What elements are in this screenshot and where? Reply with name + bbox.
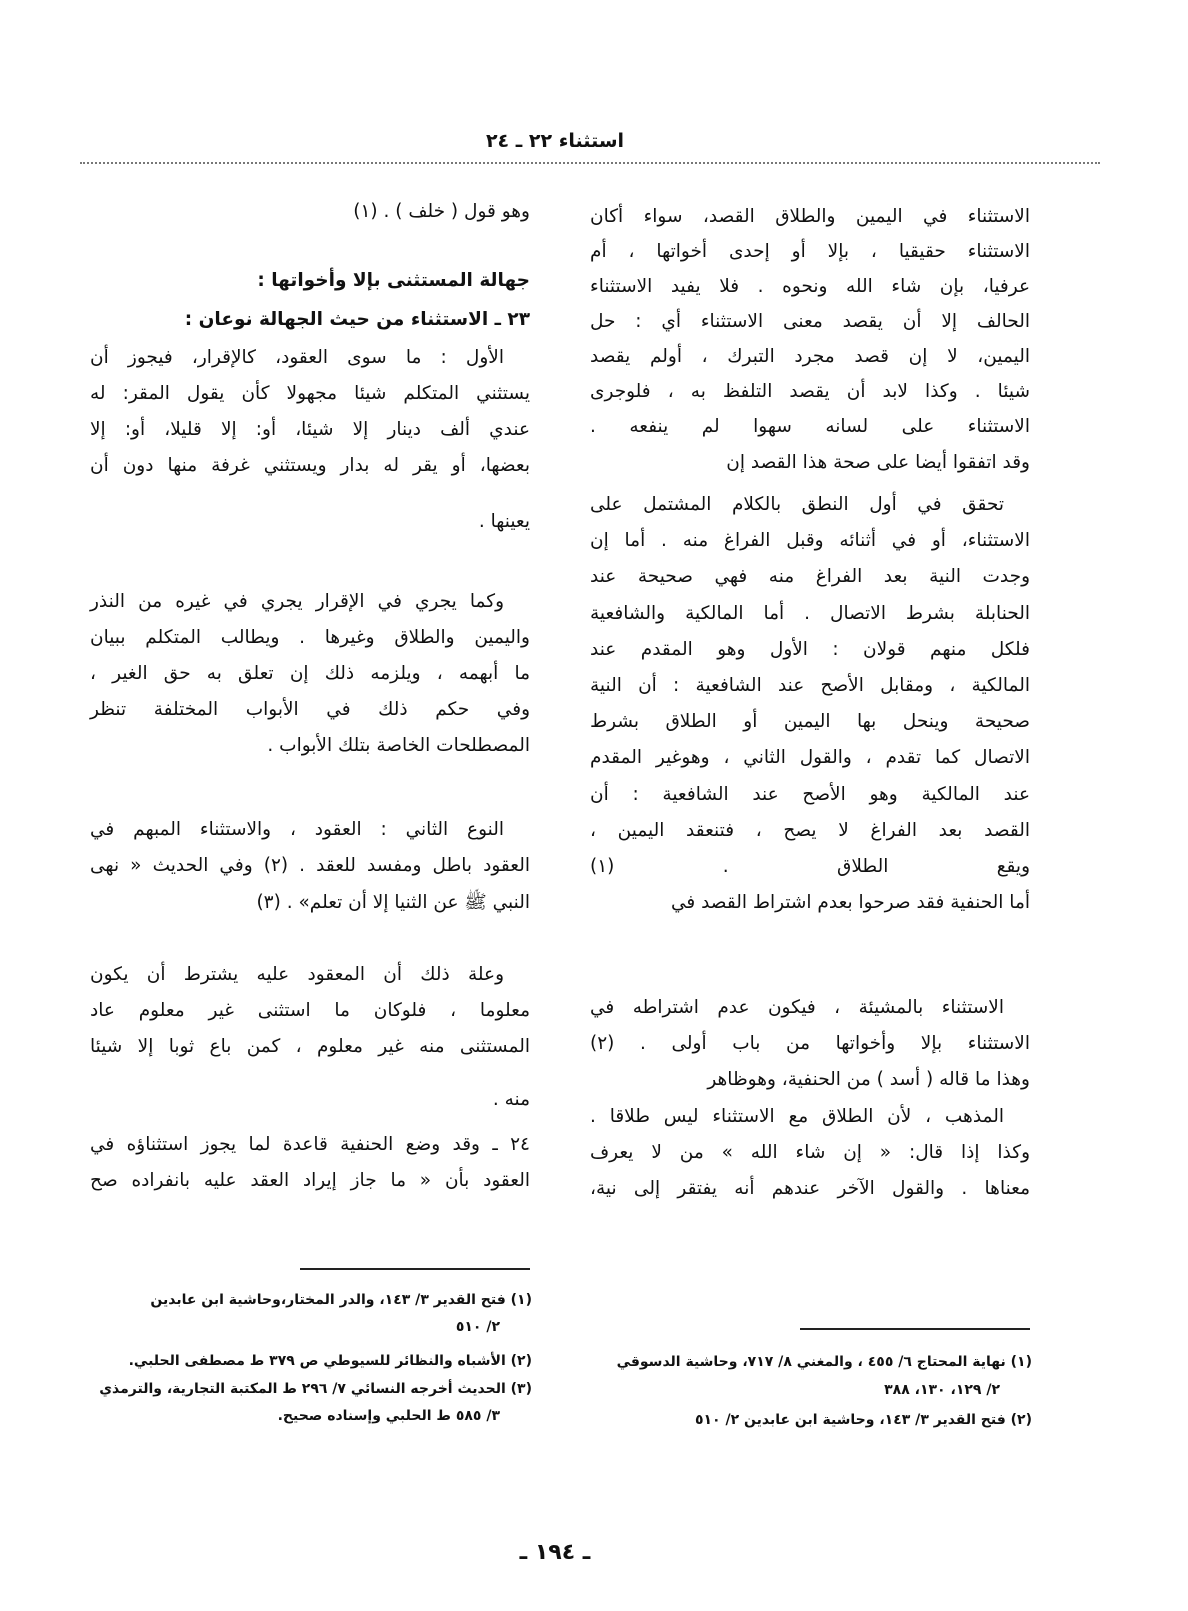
text-line: اليمين، لا إن قصد مجرد التبرك ، أولم يقصد [590,346,1030,367]
footnote-line: (٢) فتح القدير ٣/ ١٤٣، وحاشية ابن عابدين ٢/ ٥١٠ [694,1412,1032,1428]
text-line: المالكية ، ومقابل الأصح عند الشافعية : أن النية [590,675,1030,696]
footnote-line: (١) فتح القدير ٣/ ١٤٣، والدر المختار،وحاشية ابن عابدين [150,1292,532,1308]
footnote-divider-right [800,1328,1030,1330]
text-line: وجدت النية بعد الفراغ منه فهي صحيحة عند [590,566,1030,588]
text-line: وقد اتفقوا أيضا على صحة هذا القصد إن [726,452,1030,473]
text-line: الاتصال كما تقدم ، والقول الثاني ، وهوغير المقدم [590,747,1030,769]
text-line: وكما يجري في الإقرار يجري في غيره من النذر [90,591,504,612]
text-line: المستثنى منه غير معلوم ، كمن باع ثوبا إلا شيئا [90,1036,530,1057]
text-line: عند المالكية وهو الأصح عند الشافعية : أن [590,783,1030,805]
footnote-line: (٢) الأشباه والنظائر للسيوطي ص ٣٧٩ ط مصطفى الحلبي. [128,1353,532,1369]
text-line: منه . [492,1089,530,1110]
text-line [590,1207,1030,1243]
text-line: الحنابلة بشرط الاتصال . أما المالكية والشافعية [590,602,1030,624]
text-line: وهذا ما قاله ( أسد ) من الحنفية، وهوظاهر [707,1069,1030,1090]
text-line: الاستثناء على لسانه سهوا لم ينفعه . [590,416,1030,437]
text-line: واليمين والطلاق وغيرها . ويطالب المتكلم ببيان [90,627,530,648]
header-divider [80,162,1100,164]
text-line: الأول : ما سوى العقود، كالإقرار، فيجوز أن [90,347,504,368]
section-heading: جهالة المستثنى بإلا وأخواتها : [257,270,530,291]
text-line: وهو قول ( خلف ) . (١) [353,201,530,222]
text-line: معناها . والقول الآخر عندهم أنه يفتقر إلى نية، [590,1178,1030,1199]
text-line: النبي ﷺ عن الثنيا إلا أن تعلم» . (٣) [256,892,530,913]
text-line: بعضها، أو يقر له بدار ويستثني غرفة منها دون أن [90,455,530,476]
text-line [590,1243,1030,1279]
text-line: الاستثناء، أو في أثنائه وقبل الفراغ منه . أما إن [590,530,1030,552]
text-line: الاستثناء حقيقيا ، بإلا أو إحدى أخواتها ، أم [590,241,1030,262]
text-line: الاستثناء في اليمين والطلاق القصد، سواء أكان [590,206,1030,227]
text-line: العقود بأن « ما جاز إيراد العقد عليه بانفراده صح [90,1170,530,1191]
footnote-line: ٢/ ١٢٩، ١٣٠، ٣٨٨ [884,1382,1000,1398]
text-line: تحقق في أول النطق بالكلام المشتمل على [590,494,1004,515]
text-line: ٢٣ ـ الاستثناء من حيث الجهالة نوعان : [184,309,530,330]
text-line: عندي ألف دينار إلا شيئا، أو: إلا قليلا، أو: إلا [90,419,530,440]
text-line: شيئا . وكذا لابد أن يقصد التلفظ به ، فلوجرى [590,381,1030,402]
text-line: أما الحنفية فقد صرحوا بعدم اشتراط القصد في [670,892,1030,914]
running-header: استثناء ٢٢ ـ ٢٤ [485,130,625,152]
footnote-line: ٣/ ٥٨٥ ط الحلبي وإسناده صحيح. [277,1408,500,1424]
text-line: المذهب ، لأن الطلاق مع الاستثناء ليس طلاقا . [590,1106,1004,1127]
page-number: ـ ١٩٤ ـ [519,1540,591,1565]
text-line: وكذا إذا قال: « إن شاء الله » من لا يعرف [590,1142,1030,1163]
footnote-line: (٣) الحديث أخرجه النسائي ٧/ ٢٩٦ ط المكتبة التجارية، والترمذي [99,1381,532,1397]
text-line: معلوما ، فلوكان ما استثنى غير معلوم عاد [90,1000,530,1021]
text-line: النوع الثاني : العقود ، والاستثناء المبهم في [90,819,504,840]
text-line: يستثني المتكلم شيئا مجهولا كأن يقول المقر: له [90,383,530,404]
text-line: المصطلحات الخاصة بتلك الأبواب . [267,735,530,756]
text-line: وعلة ذلك أن المعقود عليه يشترط أن يكون [90,964,504,985]
text-line: وفي حكم ذلك في الأبواب المختلفة تنظر [90,699,530,720]
footnote-divider-left [300,1268,530,1270]
text-line: ويقع الطلاق . (١) [590,856,1030,877]
text-line: فلكل منهم قولان : الأول وهو المقدم عند [590,638,1030,660]
text-line: عرفيا، بإن شاء الله ونحوه . فلا يفيد الاستثناء [590,276,1030,297]
text-line: القصد بعد الفراغ لا يصح ، فتنعقد اليمين ، [590,819,1030,841]
text-line: العقود باطل ومفسد للعقد . (٢) وفي الحديث « نهى [90,855,530,876]
text-line: يعينها . [478,511,530,532]
text-line: ما أبهمه ، ويلزمه ذلك إن تعلق به حق الغير ، [90,663,530,684]
text-line: ٢٤ ـ وقد وضع الحنفية قاعدة لما يجوز استثناؤه في [90,1134,530,1155]
footnote-line: (١) نهاية المحتاج ٦/ ٤٥٥ ، والمغني ٨/ ٧١٧، وحاشية الدسوقي [616,1354,1032,1370]
text-line: الاستثناء بالمشيئة ، فيكون عدم اشتراطه في [590,997,1004,1018]
text-line: الاستثناء بإلا وأخواتها من باب أولى . (٢) [590,1033,1030,1054]
text-line: الحالف إلا أن يقصد معنى الاستثناء أي : حل [590,311,1030,332]
footnote-line: ٢/ ٥١٠ [455,1319,500,1335]
text-line: صحيحة وينحل بها اليمين أو الطلاق بشرط [590,711,1030,733]
